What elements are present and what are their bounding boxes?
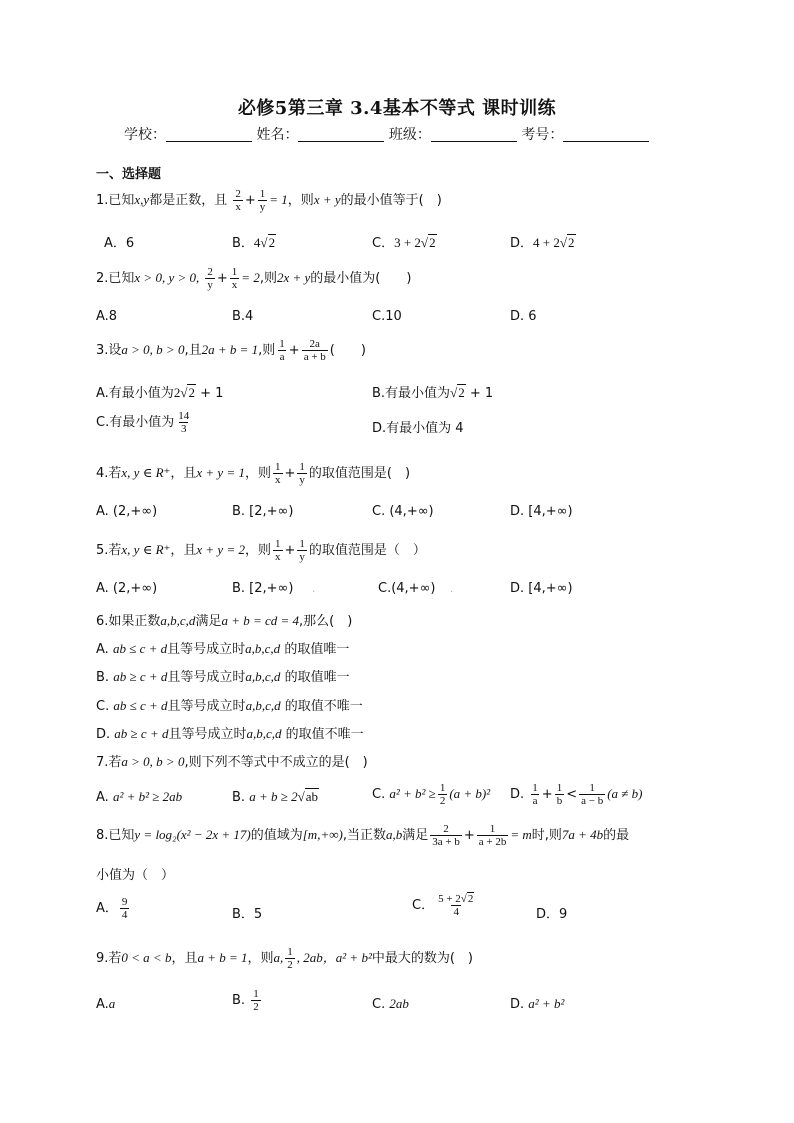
numerator: 1 bbox=[231, 266, 238, 278]
question-3 bbox=[96, 338, 366, 363]
ineq: ab ≥ c + d bbox=[113, 669, 168, 684]
fraction bbox=[436, 893, 476, 918]
q3-option-d[interactable]: D.有最小值为 4 bbox=[372, 421, 464, 436]
option-label: C． bbox=[372, 236, 395, 251]
numerator: 2 bbox=[207, 266, 213, 278]
denominator: a bbox=[279, 351, 285, 363]
q1-option-b[interactable] bbox=[232, 232, 276, 251]
denominator: b bbox=[556, 795, 563, 807]
question-4 bbox=[96, 461, 410, 486]
q6-option-b[interactable] bbox=[96, 666, 350, 685]
ineq: ab ≤ c + d bbox=[112, 641, 168, 656]
q1-option-d[interactable] bbox=[510, 232, 576, 251]
q7-option-a[interactable] bbox=[96, 789, 182, 805]
q1-option-c[interactable] bbox=[372, 232, 437, 251]
q1-text: ，则 bbox=[287, 193, 314, 208]
sqrt-expr: √ab bbox=[297, 789, 319, 804]
q9-ask: 中最大的数为( ) bbox=[371, 951, 474, 966]
option-label: B.有最小值为 bbox=[372, 386, 451, 401]
q7-cond: a > 0, b > 0 bbox=[121, 754, 185, 769]
ineq: ab ≤ c + d bbox=[113, 698, 168, 713]
radicand: 2 bbox=[467, 893, 474, 905]
lt-sign: < bbox=[566, 787, 578, 802]
q1-eq: = 1 bbox=[269, 192, 288, 207]
vars: a,b,c,d bbox=[246, 726, 282, 741]
q5-cond: x, y ∈ R⁺ bbox=[121, 542, 171, 557]
q6-option-c[interactable] bbox=[96, 695, 363, 714]
numerator: 2 bbox=[443, 823, 449, 835]
option-label: B． bbox=[232, 236, 254, 251]
q8-option-c[interactable] bbox=[412, 893, 478, 918]
num-text: 5 + 2 bbox=[438, 893, 461, 905]
fraction bbox=[530, 782, 540, 807]
text: 且等号成立时 bbox=[167, 699, 246, 714]
option-label: A. bbox=[96, 790, 109, 805]
sqrt-expr: √2 bbox=[460, 893, 474, 905]
expr: (a ≠ b) bbox=[607, 786, 643, 801]
q1-vars: x,y bbox=[134, 192, 150, 207]
denominator: a + 2b bbox=[478, 836, 507, 848]
q3-text: ,且 bbox=[184, 343, 202, 358]
class-label: 班级： bbox=[388, 127, 431, 143]
q8-ask: 的最 bbox=[603, 828, 630, 843]
q4-option-d[interactable]: D. [4,+∞) bbox=[510, 504, 573, 519]
denominator: y bbox=[299, 474, 305, 486]
q6-text: 满足 bbox=[195, 614, 222, 629]
numerator: 1 bbox=[489, 823, 496, 835]
q6-cond: a + b = cd = 4 bbox=[221, 613, 300, 628]
denominator: 2 bbox=[287, 959, 293, 971]
q2-ask: 的最小值为( ) bbox=[310, 271, 412, 286]
option-label: C. bbox=[96, 699, 110, 714]
tail: + 1 bbox=[469, 386, 494, 401]
q9-cond2: a + b = 1 bbox=[197, 950, 248, 965]
denominator: 3a + b bbox=[432, 836, 460, 848]
q1-ask: 的最小值等于( ) bbox=[340, 193, 442, 208]
coef: 2 bbox=[173, 385, 181, 400]
numerator: 1 bbox=[556, 782, 563, 794]
denominator: a bbox=[532, 795, 538, 807]
name-label: 姓名： bbox=[256, 127, 299, 143]
option-label: B. bbox=[232, 790, 246, 805]
q4-text: ，则 bbox=[244, 466, 271, 481]
q5-text: 5.若 bbox=[96, 543, 122, 558]
plus-sign: + bbox=[284, 466, 296, 481]
q6-option-d[interactable] bbox=[96, 723, 364, 742]
q4-option-a[interactable]: A. (2,+∞) bbox=[96, 504, 158, 519]
fraction bbox=[251, 988, 261, 1013]
q9-text: ，且 bbox=[171, 951, 198, 966]
text: 且等号成立时 bbox=[167, 642, 246, 657]
denominator: y bbox=[207, 279, 213, 291]
denominator: x bbox=[231, 279, 238, 291]
fraction bbox=[273, 461, 283, 486]
q9-cond: 0 < a < b bbox=[121, 950, 172, 965]
fraction bbox=[230, 266, 240, 291]
q2-option-a[interactable]: A.8 bbox=[96, 309, 118, 324]
q5-option-d[interactable]: D. [4,+∞) bbox=[510, 581, 573, 596]
radicand: 2 bbox=[268, 235, 276, 250]
numerator: 1 bbox=[299, 538, 305, 550]
denominator: y bbox=[299, 551, 305, 563]
expr: a² + b² ≥ 2ab bbox=[112, 789, 183, 804]
radicand: 2 bbox=[568, 235, 575, 250]
numerator: 1 bbox=[275, 461, 281, 473]
ineq: ab ≥ c + d bbox=[114, 726, 169, 741]
q6-vars: a,b,c,d bbox=[160, 613, 196, 628]
q8-text: 的值域为 bbox=[250, 828, 303, 843]
q7-text: 7.若 bbox=[96, 755, 122, 770]
q3-option-a[interactable] bbox=[96, 382, 223, 401]
option-label: C． bbox=[412, 898, 435, 913]
q9-list: a, bbox=[273, 950, 284, 965]
school-blank[interactable] bbox=[166, 127, 252, 142]
denominator: a + b bbox=[303, 351, 326, 363]
denominator: x bbox=[275, 551, 281, 563]
radicand: 2 bbox=[429, 235, 436, 250]
text: 的取值不唯一 bbox=[285, 727, 364, 742]
q5-ask: 的取值范围是（ ） bbox=[308, 543, 426, 558]
expr: a² + b² bbox=[528, 996, 565, 1011]
q2-eq: = 2 bbox=[241, 270, 260, 285]
denominator: y bbox=[259, 201, 266, 213]
text: 的取值唯一 bbox=[284, 642, 350, 657]
fraction bbox=[438, 782, 448, 807]
denominator: 4 bbox=[121, 909, 128, 921]
q6-option-a[interactable] bbox=[96, 638, 349, 657]
vars: a,b,c,d bbox=[245, 641, 281, 656]
q7-ask: ,则下列不等式中不成立的是( ) bbox=[184, 755, 368, 770]
q4-ask: 的取值范围是( ) bbox=[308, 466, 411, 481]
q3-cond: a > 0, b > 0 bbox=[121, 342, 185, 357]
sqrt-expr: 2√2 bbox=[173, 385, 195, 400]
expr: a² + b² ≥ bbox=[389, 786, 436, 801]
q4-option-b[interactable]: B. [2,+∞) bbox=[232, 504, 294, 519]
option-label: C. bbox=[372, 997, 386, 1012]
class-blank[interactable] bbox=[431, 127, 517, 142]
numerator: 2 bbox=[235, 188, 241, 200]
radicand: 2 bbox=[458, 385, 465, 400]
stray-mark: . bbox=[312, 584, 316, 595]
q5-text: ，且 bbox=[170, 543, 197, 558]
denominator: x bbox=[235, 201, 241, 213]
q5-option-c[interactable]: C.(4,+∞) bbox=[378, 581, 436, 596]
plus-sign: + bbox=[463, 828, 475, 843]
option-label: A.有最小值为 bbox=[96, 386, 174, 401]
coef: 4 bbox=[253, 235, 261, 250]
q4-text: 4.若 bbox=[96, 466, 122, 481]
text: 且等号成立时 bbox=[167, 670, 246, 685]
exam-no-blank[interactable] bbox=[563, 127, 649, 142]
q8-text: 满足 bbox=[402, 828, 429, 843]
sqrt-expr: 4 + 2√2 bbox=[533, 235, 575, 250]
q6-text: 6.如果正数 bbox=[96, 614, 161, 629]
page-title: 必修5第三章 3.4基本不等式 课时训练 bbox=[237, 98, 557, 119]
question-8-line2: 小值为（ ） bbox=[96, 868, 175, 883]
q9-option-b[interactable] bbox=[232, 988, 263, 1013]
fraction bbox=[258, 188, 268, 213]
q1-text: 1.已知 bbox=[96, 193, 135, 208]
question-6 bbox=[96, 610, 352, 629]
fraction bbox=[430, 823, 462, 848]
q1-expr: x + y bbox=[313, 192, 341, 207]
stray-mark: . bbox=[450, 584, 454, 595]
q8-func: y = log₂(x² − 2x + 17) bbox=[134, 827, 251, 842]
fraction bbox=[297, 538, 307, 563]
question-7 bbox=[96, 751, 368, 770]
question-8 bbox=[96, 823, 629, 848]
coef: 3 + 2 bbox=[394, 235, 421, 250]
fraction bbox=[120, 896, 130, 921]
fraction bbox=[579, 782, 605, 807]
expr: a bbox=[108, 996, 116, 1011]
denominator: 2 bbox=[253, 1001, 259, 1013]
numerator: 9 bbox=[121, 896, 128, 908]
numerator: 1 bbox=[279, 338, 285, 350]
fraction bbox=[477, 823, 509, 848]
q3-option-b[interactable] bbox=[372, 382, 493, 401]
q9-option-d[interactable] bbox=[510, 996, 564, 1012]
q3-text: ,则 bbox=[258, 343, 276, 358]
q7-option-d[interactable] bbox=[510, 782, 643, 807]
q2-option-b[interactable]: B.4 bbox=[232, 309, 254, 324]
fraction bbox=[285, 946, 295, 971]
denominator: 3 bbox=[180, 423, 187, 435]
plus-sign: + bbox=[284, 543, 296, 558]
q3-cond2: 2a + b = 1 bbox=[201, 342, 259, 357]
q5-option-b[interactable]: B. [2,+∞) bbox=[232, 581, 294, 596]
numerator bbox=[436, 893, 476, 905]
q5-cond2: x + y = 2 bbox=[196, 542, 245, 557]
fraction bbox=[297, 461, 307, 486]
numerator: 2a bbox=[309, 338, 320, 350]
denominator: 4 bbox=[453, 906, 459, 918]
numerator: 14 bbox=[178, 410, 190, 422]
q8-option-b[interactable]: B．5 bbox=[232, 907, 263, 922]
question-9 bbox=[96, 946, 473, 971]
q4-cond2: x + y = 1 bbox=[196, 465, 245, 480]
q8-text: ,当正数 bbox=[342, 828, 386, 843]
q2-cond: x > 0, y > 0, bbox=[134, 270, 200, 285]
vars: a,b,c,d bbox=[245, 698, 281, 713]
option-label: A. bbox=[96, 997, 109, 1012]
text: 的取值不唯一 bbox=[284, 699, 363, 714]
q2-text: ,则 bbox=[259, 271, 277, 286]
q1-option-a[interactable]: A．6 bbox=[104, 236, 135, 251]
plus-sign: + bbox=[541, 787, 553, 802]
student-info-row bbox=[124, 124, 649, 144]
q8-eq: = m bbox=[510, 827, 532, 842]
q8-range: [m,+∞) bbox=[302, 827, 343, 842]
q5-text: ，则 bbox=[244, 543, 271, 558]
numerator: 1 bbox=[287, 946, 293, 958]
fraction bbox=[205, 266, 215, 291]
option-label: A. bbox=[96, 642, 109, 657]
q8-text: 8.已知 bbox=[96, 828, 135, 843]
option-label: B. bbox=[232, 993, 246, 1008]
q2-expr: 2x + y bbox=[276, 270, 311, 285]
sqrt-expr: 3 + 2√2 bbox=[394, 235, 436, 250]
q9-list: , 2ab，a² + b² bbox=[296, 950, 372, 965]
option-label: A． bbox=[96, 901, 118, 916]
denominator: 2 bbox=[439, 795, 446, 807]
q3-option-c[interactable] bbox=[96, 410, 193, 435]
expr: (a + b)² bbox=[449, 786, 491, 801]
name-blank[interactable] bbox=[298, 127, 384, 142]
q7-option-b[interactable] bbox=[232, 789, 319, 805]
numerator: 1 bbox=[275, 538, 281, 550]
q9-option-c[interactable] bbox=[372, 996, 409, 1012]
q8-text: 时,则 bbox=[531, 828, 562, 843]
q7-option-c[interactable] bbox=[372, 782, 490, 807]
tail: + 1 bbox=[200, 386, 224, 401]
sqrt-expr: √2 bbox=[450, 385, 465, 400]
q1-text: 都是正数，且 bbox=[149, 193, 228, 208]
expr: 2ab bbox=[389, 996, 409, 1011]
exam-no-label: 考号： bbox=[521, 127, 564, 143]
option-label: D. bbox=[510, 997, 525, 1012]
option-label: C. bbox=[372, 787, 386, 802]
fraction bbox=[302, 338, 328, 363]
vars: a,b,c,d bbox=[245, 669, 281, 684]
numerator: 1 bbox=[589, 782, 595, 794]
q8-option-d[interactable]: D．9 bbox=[536, 907, 568, 922]
plus-sign: + bbox=[216, 271, 228, 286]
q2-option-d[interactable]: D. 6 bbox=[510, 309, 537, 324]
numerator: 1 bbox=[259, 188, 266, 200]
q4-option-c[interactable]: C. (4,+∞) bbox=[372, 504, 434, 519]
q4-cond: x, y ∈ R⁺ bbox=[121, 465, 171, 480]
fraction bbox=[277, 338, 287, 363]
denominator: x bbox=[275, 474, 281, 486]
section-heading: 一、选择题 bbox=[96, 167, 162, 182]
plus-sign: + bbox=[244, 193, 256, 208]
q8-option-a[interactable] bbox=[96, 896, 131, 921]
text: 的取值唯一 bbox=[284, 670, 350, 685]
option-label: D． bbox=[510, 236, 534, 251]
numerator: 1 bbox=[439, 782, 446, 794]
fraction bbox=[233, 188, 243, 213]
q3-text: 3.设 bbox=[96, 343, 122, 358]
option-label: D. bbox=[510, 787, 525, 802]
question-1 bbox=[96, 188, 442, 213]
radicand: ab bbox=[305, 789, 319, 804]
q9-option-a[interactable] bbox=[96, 996, 115, 1012]
option-label: C.有最小值为 bbox=[96, 415, 175, 430]
numerator: 1 bbox=[253, 988, 259, 1000]
q4-text: ，且 bbox=[170, 466, 197, 481]
fraction bbox=[555, 782, 565, 807]
q8-expr: 7a + 4b bbox=[561, 827, 604, 842]
radicand: 2 bbox=[188, 385, 195, 400]
question-5 bbox=[96, 538, 426, 563]
coef: 4 + 2 bbox=[533, 235, 560, 250]
q2-text: 2.已知 bbox=[96, 271, 135, 286]
numerator: 1 bbox=[299, 461, 305, 473]
fraction bbox=[273, 538, 283, 563]
school-label: 学校： bbox=[124, 127, 166, 143]
q2-option-c[interactable]: C.10 bbox=[372, 309, 402, 324]
question-2 bbox=[96, 266, 411, 291]
q3-ask: ( ) bbox=[329, 343, 366, 358]
q8-vars: a,b bbox=[385, 827, 403, 842]
q5-option-a[interactable]: A. (2,+∞) bbox=[96, 581, 158, 596]
option-label: D. bbox=[96, 727, 111, 742]
denominator: a − b bbox=[581, 795, 604, 807]
sqrt-expr: 4√2 bbox=[253, 235, 276, 250]
text: 且等号成立时 bbox=[168, 727, 247, 742]
fraction bbox=[176, 410, 191, 435]
expr: a + b ≥ 2 bbox=[249, 789, 298, 804]
q9-text: 9.若 bbox=[96, 951, 122, 966]
numerator: 1 bbox=[532, 782, 538, 794]
plus-sign: + bbox=[288, 343, 300, 358]
option-label: B. bbox=[96, 670, 110, 685]
q9-text: ，则 bbox=[247, 951, 274, 966]
q6-ask: ,那么( ) bbox=[299, 614, 353, 629]
